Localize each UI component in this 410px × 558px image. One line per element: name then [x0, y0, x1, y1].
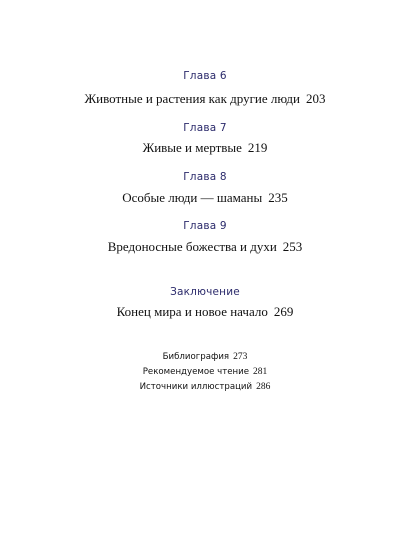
- chapter-8-label: Глава 8: [183, 171, 227, 183]
- chapter-9-title: Вредоносные божества и духи: [107, 239, 277, 254]
- chapter-9-page: 253: [282, 239, 303, 254]
- chapter-7-title: Живые и мертвые: [142, 140, 242, 155]
- chapter-9-entry[interactable]: [0, 239, 410, 255]
- chapter-6-page: 203: [306, 91, 326, 106]
- bibliography-title: Библиография: [162, 352, 230, 362]
- chapter-8-title: Особые люди — шаманы: [122, 190, 263, 205]
- chapter-6-title: Животные и растения как другие люди: [84, 91, 301, 106]
- recommended-reading-title: Рекомендуемое чтение: [142, 367, 249, 377]
- illustration-sources-page: 286: [256, 382, 271, 392]
- illustration-sources-entry[interactable]: [0, 382, 410, 392]
- conclusion-label: Заключение: [170, 286, 240, 298]
- bibliography-entry[interactable]: [0, 352, 410, 362]
- chapter-7-entry[interactable]: [0, 140, 410, 156]
- recommended-reading-page: 281: [253, 367, 268, 377]
- chapter-9-label: Глава 9: [183, 220, 227, 232]
- recommended-reading-entry[interactable]: [0, 367, 410, 377]
- chapter-6-label: Глава 6: [183, 70, 227, 82]
- chapter-6-entry[interactable]: [0, 91, 410, 107]
- conclusion-page: 269: [273, 304, 294, 319]
- chapter-8-entry[interactable]: [0, 190, 410, 206]
- illustration-sources-title: Источники иллюстраций: [139, 382, 253, 392]
- chapter-7-page: 219: [247, 140, 268, 155]
- conclusion-entry[interactable]: [0, 304, 410, 320]
- bibliography-page: 273: [233, 352, 248, 362]
- chapter-7-label: Глава 7: [183, 122, 227, 134]
- conclusion-title: Конец мира и новое начало: [116, 304, 268, 319]
- chapter-8-page: 235: [268, 190, 288, 205]
